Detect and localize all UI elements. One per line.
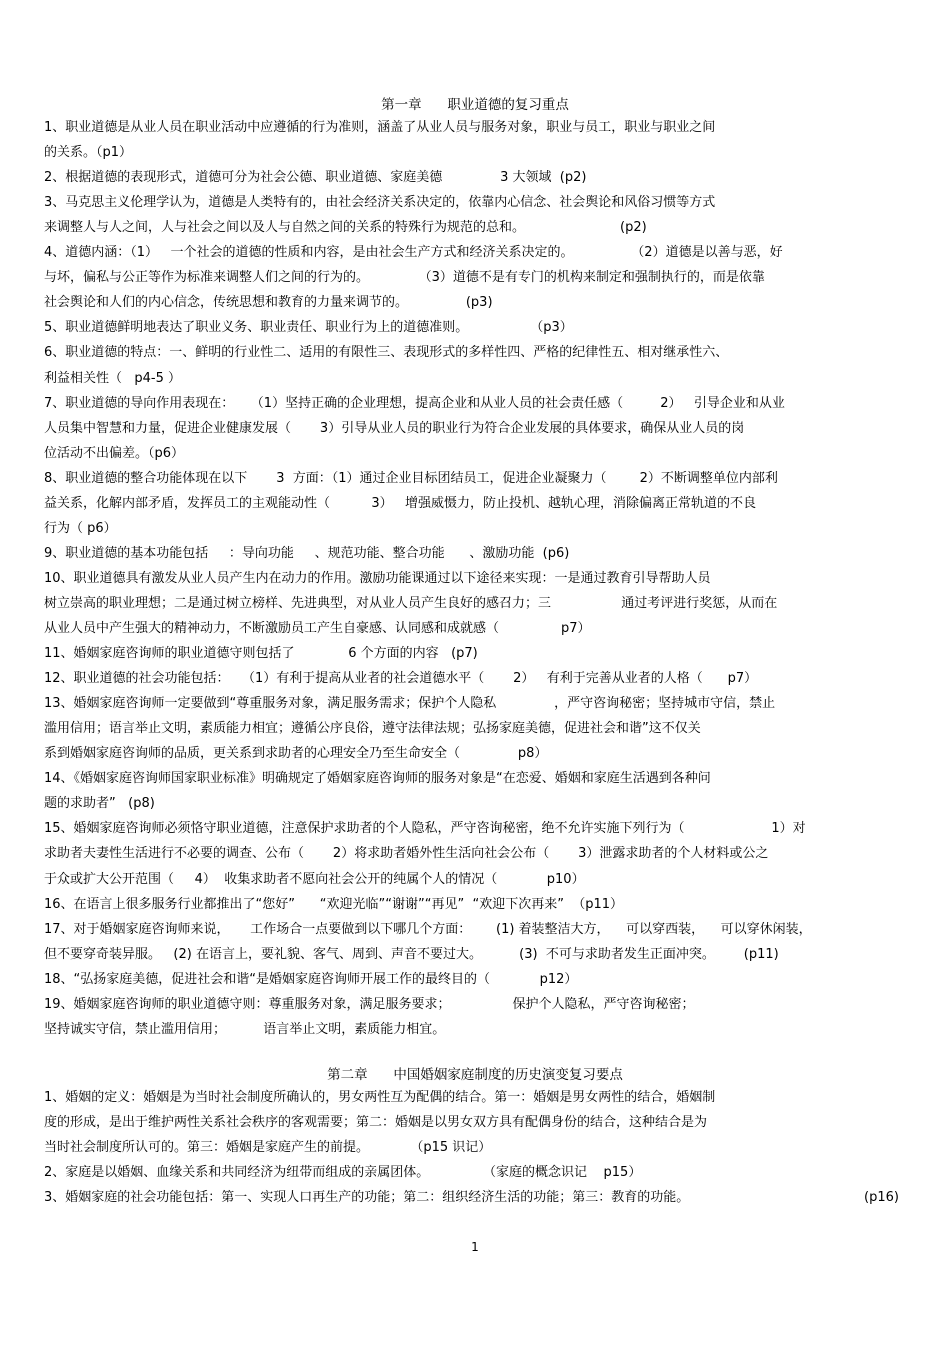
text-line: 系到婚姻家庭咨询师的品质，更关系到求助者的心理安全乃至生命安全（ p8） [44,746,548,762]
text-line: 1、职业道德是从业人员在职业活动中应遵循的行为准则，涵盖了从业人员与服务对象，职业与员工，职业与职业之间 [44,120,716,135]
text-line: 坚持诚实守信，禁止滥用信用； 语言举止文明，素质能力相宜。 [44,1021,446,1037]
text-line: 行为（ p6） [44,520,117,536]
text-line: 4、道德内涵：（1） 一个社会的道德的性质和内容，是由社会生产方式和经济关系决定的。 （2）道德是以善与恶，好 [44,245,783,261]
text-line: 求助者夫妻性生活进行不必要的调查、公布（ 2）将求助者婚外性生活向社会公布（ 3）泄露求助者的个人材料或公之 [44,846,769,862]
text-line: 14、《婚姻家庭咨询师国家职业标准》明确规定了婚姻家庭咨询师的服务对象是“在恋爱、婚姻和家庭生活遇到各种问 [44,771,711,787]
text-line: 3、马克思主义伦理学认为，道德是人类特有的，由社会经济关系决定的，依靠内心信念、社会舆论和风俗习惯等方式 [44,195,716,211]
text-line: 社会舆论和人们的内心信念，传统思想和教育的力量来调节的。 (p3) [44,295,493,311]
page-number: 1 [471,1240,479,1254]
chapter2-last-line-tag: (p16) [864,1190,899,1205]
text-line: 但不要穿奇装异服。 (2) 在语言上，要礼貌、客气、周到、声音不要过大。 (3) 不可与求助者发生正面冲突。 (p11) [44,946,779,962]
text-line: 题的求助者” (p8) [44,796,155,812]
text-line: 11、婚姻家庭咨询师的职业道德守则包括了 6 个方面的内容 (p7) [44,646,478,662]
text-line: 度的形成，是出于维护两性关系社会秩序的客观需要；第二：婚姻是以男女双方具有配偶身份的结合，这种结合是为 [44,1115,708,1131]
text-line: 从业人员中产生强大的精神动力，不断激励员工产生自豪感、认同感和成就感（ p7） [44,621,591,636]
text-line: 位活动不出偏差。（p6） [44,445,185,461]
text-line: 人员集中智慧和力量，促进企业健康发展（ 3）引导从业人员的职业行为符合企业发展的具体要求，确保从业人员的岗 [44,420,745,436]
text-line: 12、职业道德的社会功能包括： （1）有利于提高从业者的社会道德水平（ 2） 有利于完善从业者的人格（ p7） [44,671,758,687]
text-line: 3、婚姻家庭的社会功能包括：第一、实现人口再生产的功能；第二：组织经济生活的功能；第三：教育的功能。 [44,1190,690,1206]
text-line: 13、婚姻家庭咨询师一定要做到“尊重服务对象，满足服务需求；保护个人隐私 ，严守咨询秘密；坚持城市守信，禁止 [44,696,776,712]
text-line: 10、职业道德具有激发从业人员产生内在动力的作用。激励功能课通过以下途径来实现：一是通过教育引导帮助人员 [44,570,711,586]
text-line: 2、家庭是以婚姻、血缘关系和共同经济为纽带而组成的亲属团体。 （家庭的概念识记 p15） [44,1165,642,1181]
chapter1-title: 第一章 职业道德的复习重点 [381,97,569,113]
text-line: 滥用信用；语言举止文明，素质能力相宜；遵循公序良俗，遵守法律法规；弘扬家庭美德，促进社会和谐”这不仅关 [44,721,701,737]
text-line: 2、根据道德的表现形式，道德可分为社会公德、职业道德、家庭美德 3 大领域 (p2) [44,170,587,186]
text-line: 于众或扩大公开范围（ 4） 收集求助者不愿向社会公开的纯属个人的情况（ p10） [44,871,585,887]
text-line: 8、职业道德的整合功能体现在以下 3 方面：（1）通过企业目标团结员工，促进企业凝聚力（ 2）不断调整单位内部利 [44,470,778,486]
text-line: 与坏，偏私与公正等作为标准来调整人们之间的行为的。 （3）道德不是有专门的机构来制定和强制执行的，而是依靠 [44,270,765,286]
text-line: 19、婚姻家庭咨询师的职业道德守则：尊重服务对象，满足服务要求； 保护个人隐私，严守咨询秘密； [44,996,695,1012]
text-line: 7、职业道德的导向作用表现在： （1）坚持正确的企业理想，提高企业和从业人员的社会责任感（ 2） 引导企业和从业 [44,395,785,411]
text-line: 来调整人与人之间，人与社会之间以及人与自然之间的关系的特殊行为规范的总和。 (p2) [44,220,647,236]
text-line: 树立崇高的职业理想；二是通过树立榜样、先进典型，对从业人员产生良好的感召力；三 通过考评进行奖惩，从而在 [44,595,778,611]
text-line: 18、“弘扬家庭美德，促进社会和谐“是婚姻家庭咨询师开展工作的最终目的（ p12） [44,971,578,987]
text-line: 5、职业道德鲜明地表达了职业义务、职业责任、职业行为上的道德准则。 （p3） [44,320,573,336]
text-line: 17、对于婚姻家庭咨询师来说， 工作场合一点要做到以下哪几个方面： (1) 着装整洁大方， 可以穿西装， 可以穿休闲装， [44,921,812,937]
text-line: 当时社会制度所认可的。第三：婚姻是家庭产生的前提。 （p15 识记） [44,1140,492,1156]
text-line: 利益相关性（ p4-5 ） [44,370,182,386]
text-line: 16、在语言上很多服务行业都推出了“您好” “欢迎光临”“谢谢”“再见” “欢迎下次再来” （p11） [44,896,624,912]
text-line: 的关系。（p1） [44,145,133,161]
text-line: 1、婚姻的定义：婚姻是为当时社会制度所确认的，男女两性互为配偶的结合。第一：婚姻是男女两性的结合，婚姻制 [44,1090,716,1105]
chapter2-title: 第二章 中国婚姻家庭制度的历史演变复习要点 [327,1067,623,1083]
text-line: 9、职业道德的基本功能包括 ：导向功能 、规范功能、整合功能 、激励功能 (p6) [44,545,570,561]
text-line: 15、婚姻家庭咨询师必须恪守职业道德，注意保护求助者的个人隐私，严守咨询秘密，绝不允许实施下列行为（ 1）对 [44,821,806,837]
text-line: 6、职业道德的特点：一、鲜明的行业性二、适用的有限性三、表现形式的多样性四、严格的纪律性五、相对继承性六、 [44,345,729,361]
text-line: 益关系，化解内部矛盾，发挥员工的主观能动性（ 3） 增强威慑力，防止投机、越轨心理，消除偏离正常轨道的不良 [44,495,756,511]
